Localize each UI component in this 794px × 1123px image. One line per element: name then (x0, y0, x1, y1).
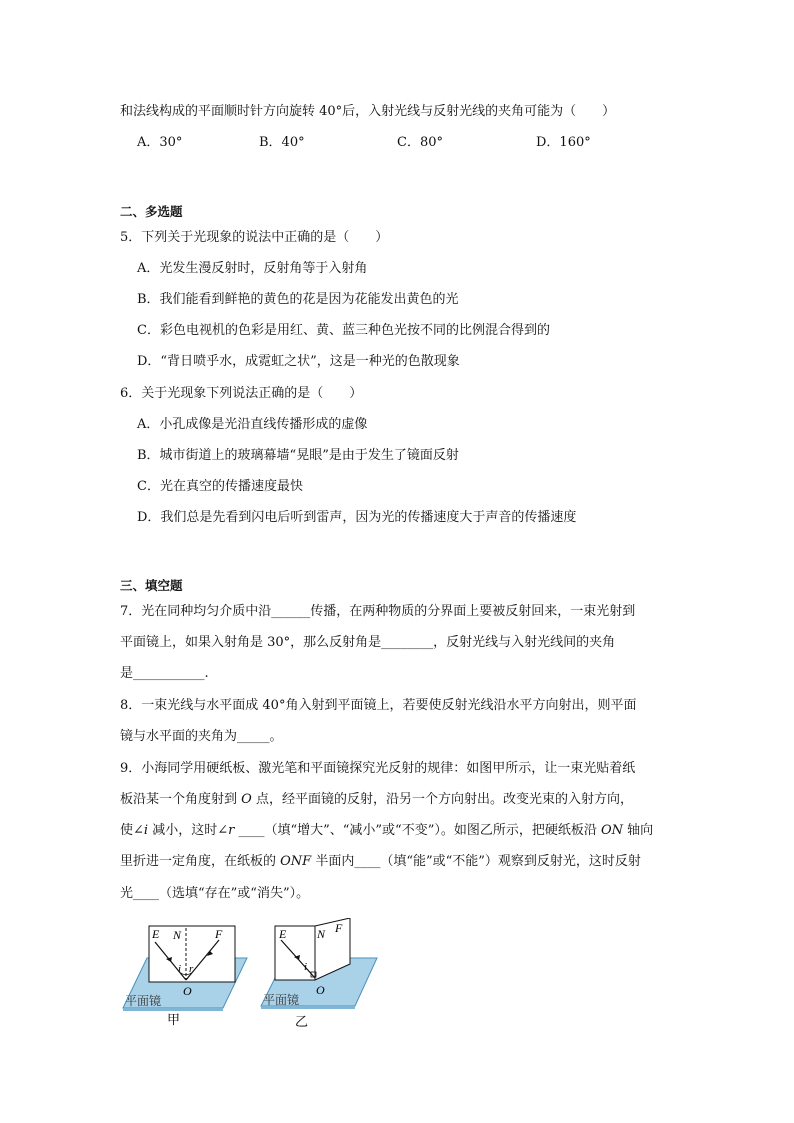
q9-text: 减小，这时 (148, 823, 218, 838)
q5-option-c: C．彩色电视机的色彩是用红、黄、蓝三种色光按不同的比例混合得到的 (137, 323, 550, 338)
q8-line-2: 镜与水平面的夹角为_____。 (120, 729, 283, 744)
label-n: N (317, 927, 326, 941)
label-i: i (178, 963, 182, 975)
q9-line-2 (120, 791, 633, 809)
mirror-label: 平面镜 (263, 993, 300, 1007)
point-o-label: O (241, 792, 252, 807)
q6-option-c: C．光在真空的传播速度最快 (137, 479, 303, 494)
q9-text: 轴向 (623, 823, 654, 838)
mirror-front-edge (123, 1008, 223, 1011)
q9-text: 里折进一定角度，在纸板的 (120, 854, 281, 869)
q5-option-b: B．我们能看到鲜艳的黄色的花是因为花能发出黄色的光 (137, 292, 459, 307)
q5-stem: 5．下列关于光现象的说法中正确的是（ ） (120, 230, 389, 245)
caption-yi: 乙 (295, 1014, 309, 1029)
figure-yi (255, 918, 385, 1030)
q9-line-3 (120, 822, 653, 840)
q9-line-1: 9．小海同学用硬纸板、激光笔和平面镜探究光反射的规律：如图甲所示，让一束光贴着纸 (120, 761, 636, 776)
q7-line-1: 7．光在同种均匀介质中沿______传播，在两种物质的分界面上要被反射回来，一束光射到 (120, 604, 636, 619)
q6-option-d: D．我们总是先看到闪电后听到雷声，因为光的传播速度大于声音的传播速度 (137, 510, 577, 525)
label-f: F (335, 921, 343, 935)
angle-i-label: ∠i (133, 823, 149, 838)
q5-option-d: D．“背日喷乎水，成霓虹之状”，这是一种光的色散现象 (137, 354, 460, 369)
q9-line-5: 光____（选填“存在”或“消失”）。 (120, 886, 310, 901)
label-r: r (189, 963, 194, 975)
q6-option-b: B．城市街道上的玻璃幕墙“晃眼”是由于发生了镜面反射 (137, 448, 459, 463)
angle-r-label: ∠r (217, 823, 235, 838)
q4-option-a: A．30° (137, 135, 183, 150)
q4-option-c: C．80° (397, 135, 443, 150)
section-title-fill-in: 三、填空题 (120, 578, 183, 593)
q9-text: 板沿某一个角度射到 (120, 792, 242, 807)
q9-line-4 (120, 853, 641, 871)
axis-on-label: ON (600, 823, 624, 838)
q6-option-a: A．小孔成像是光沿直线传播形成的虚像 (137, 417, 368, 432)
q9-text: ____（填“增大”、“减小”或“不变”）。如图乙所示，把硬纸板沿 (234, 823, 601, 838)
label-n: N (173, 928, 182, 942)
q4-option-d: D．160° (536, 135, 591, 150)
caption-jia: 甲 (167, 1012, 181, 1027)
q4-option-b: B．40° (259, 135, 305, 150)
section-title-multiple-choice: 二、多选题 (120, 204, 183, 219)
figure-jia (115, 920, 255, 1030)
q4-stem-tail: 和法线构成的平面顺时针方向旋转 40°后，入射光线与反射光线的夹角可能为（ ） (120, 104, 616, 119)
q6-stem: 6．关于光现象下列说法正确的是（ ） (120, 386, 363, 401)
label-i: i (304, 961, 308, 973)
half-plane-onf-label: ONF (280, 854, 312, 869)
label-o: O (316, 983, 325, 997)
q8-line-1: 8．一束光线与水平面成 40°角入射到平面镜上，若要使反射光线沿水平方向射出，则平面 (120, 698, 637, 713)
q7-line-2: 平面镜上，如果入射角是 30°，那么反射角是________，反射光线与入射光线间的夹角 (120, 635, 616, 650)
q9-text: 半面内____（填“能”或“不能”）观察到反射光，这时反射 (311, 854, 641, 869)
mirror-label: 平面镜 (125, 994, 162, 1008)
label-e: E (279, 927, 287, 941)
q7-line-3: 是___________. (120, 666, 209, 681)
q9-text: 使 (120, 823, 134, 838)
label-o: O (183, 984, 192, 998)
q5-option-a: A．光发生漫反射时，反射角等于入射角 (137, 261, 368, 276)
label-e: E (152, 927, 160, 941)
label-f: F (215, 927, 223, 941)
q9-text: 点，经平面镜的反射，沿另一个方向射出。改变光束的入射方向， (251, 792, 633, 807)
